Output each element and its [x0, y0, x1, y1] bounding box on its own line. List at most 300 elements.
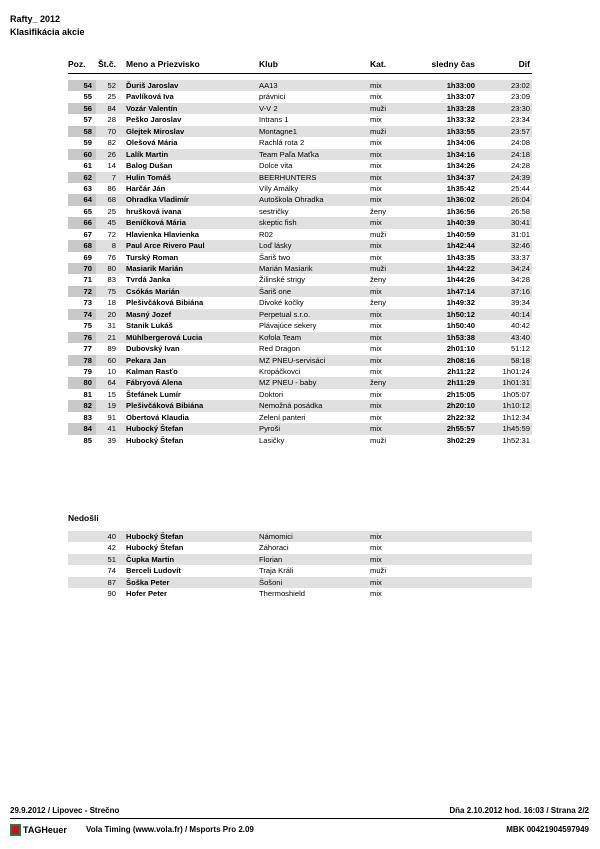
row-time: 1h33:00: [446, 81, 475, 90]
row-diff: 24:08: [510, 138, 530, 148]
row-position: 61: [83, 161, 92, 171]
row-time: 2h20:10: [446, 401, 475, 411]
row-diff: 24:18: [510, 149, 530, 159]
row-start-number: 41: [107, 424, 116, 434]
row-diff: 1h52:31: [502, 435, 530, 445]
dns-row: [68, 554, 532, 565]
row-diff: 1h01:31: [502, 378, 530, 388]
row-position: 59: [83, 138, 92, 148]
row-time: 1h36:02: [446, 195, 475, 205]
row-category: mix: [370, 412, 382, 422]
row-start-number: 7: [111, 172, 116, 182]
row-diff: 58:18: [510, 355, 530, 365]
row-name: Csókás Marián: [126, 286, 180, 296]
col-header-stc: Št.č.: [98, 59, 116, 69]
row-start-number: 8: [111, 241, 116, 251]
row-club: Lasičky: [259, 435, 285, 445]
row-time: 1h44:26: [446, 275, 475, 285]
row-diff: 25:44: [510, 183, 530, 193]
row-category: mix: [370, 252, 382, 262]
row-club: Autoškola Ohradka: [259, 195, 324, 205]
row-position: 57: [83, 115, 92, 125]
dns-start-number: 90: [107, 589, 116, 599]
row-category: mix: [370, 138, 382, 148]
page-subtitle: Klasifikácia akcie: [10, 27, 85, 37]
dns-category: mix: [370, 554, 382, 564]
row-category: mix: [370, 321, 382, 331]
row-position: 55: [83, 92, 92, 102]
row-position: 72: [68, 286, 96, 297]
row-start-number: 39: [107, 435, 116, 445]
row-club: Víly Amálky: [259, 183, 299, 193]
table-row: [68, 240, 532, 251]
row-diff: 1h12:34: [502, 412, 530, 422]
row-name: Beníčková Mária: [126, 218, 186, 228]
row-category: ženy: [370, 206, 387, 216]
row-start-number: 14: [107, 161, 116, 171]
row-diff: 24:28: [510, 161, 530, 171]
page-title: Rafty_ 2012: [10, 14, 61, 24]
row-position: 71: [83, 275, 92, 285]
row-time: 2h08:16: [446, 355, 475, 365]
row-diff: 31:01: [510, 229, 530, 239]
row-time: 1h35:42: [446, 183, 475, 193]
row-time: 1h40:39: [446, 218, 475, 228]
row-name: Olešová Mária: [126, 138, 178, 148]
row-name: Pekara Jan: [126, 355, 167, 365]
table-row: [68, 297, 532, 308]
row-position: 73: [83, 298, 92, 308]
row-position: 76: [68, 332, 96, 343]
row-diff: 1h01:24: [502, 366, 530, 376]
row-category: mix: [370, 195, 382, 205]
row-category: mix: [370, 81, 382, 90]
row-category: muži: [370, 435, 387, 445]
row-name: Pavlíková Iva: [126, 92, 174, 102]
row-club: Zelení panteri: [259, 412, 306, 422]
row-position: 81: [83, 389, 92, 399]
table-row: [68, 183, 532, 194]
row-name: Vozár Valentín: [126, 103, 178, 113]
row-category: mix: [370, 149, 382, 159]
row-diff: 24:39: [510, 172, 530, 182]
table-row: [68, 320, 532, 331]
row-club: Kofola Team: [259, 332, 302, 342]
table-row: [68, 343, 532, 354]
row-start-number: 26: [107, 149, 116, 159]
row-club: Doktori: [259, 389, 284, 399]
row-club: sestričky: [259, 206, 289, 216]
row-diff: 34:28: [510, 275, 530, 285]
row-time: 1h49:32: [446, 298, 475, 308]
row-club: skeptic fish: [259, 218, 297, 228]
row-name: hrušková ivana: [126, 206, 182, 216]
row-position: 70: [68, 263, 96, 274]
row-category: mix: [370, 218, 382, 228]
row-category: muži: [370, 264, 387, 273]
row-diff: 23:09: [510, 92, 530, 102]
row-start-number: 18: [107, 298, 116, 308]
row-start-number: 72: [107, 229, 116, 239]
row-time: 3h02:29: [446, 435, 475, 445]
row-time: 1h40:59: [446, 229, 475, 239]
row-category: muži: [370, 229, 387, 239]
row-name: Glejtek Miroslav: [126, 126, 185, 136]
table-row: [68, 423, 532, 434]
logo-text: TAGHeuer: [23, 825, 67, 835]
col-header-club: Klub: [259, 59, 278, 69]
row-category: mix: [370, 172, 382, 182]
dns-club: Záhoraci: [259, 543, 289, 553]
row-position: 74: [68, 309, 96, 320]
row-time: 1h36:56: [446, 206, 475, 216]
table-row: [68, 103, 532, 114]
dns-club: Námomici: [259, 532, 293, 541]
row-club: MZ PNEU - baby: [259, 378, 317, 388]
footer-divider: [10, 818, 589, 819]
table-row: [68, 206, 532, 217]
row-category: muži: [370, 126, 387, 136]
row-category: mix: [370, 332, 382, 342]
row-name: Obertová Klaudia: [126, 412, 189, 422]
row-position: 69: [83, 252, 92, 262]
row-position: 67: [83, 229, 92, 239]
row-position: 77: [83, 344, 92, 354]
row-name: Hubocký Štefan: [126, 435, 184, 445]
row-diff: 1h45:59: [502, 424, 530, 434]
row-club: Šariš one: [259, 286, 292, 296]
row-club: Rachlá rota 2: [259, 138, 305, 148]
row-diff: 23:34: [510, 115, 530, 125]
row-start-number: 31: [107, 321, 116, 331]
row-club: Loď lásky: [259, 241, 292, 251]
row-time: 1h34:16: [446, 149, 475, 159]
row-name: Ohradka Vladimír: [126, 195, 189, 205]
dns-name: Čupka Martin: [126, 554, 175, 564]
row-category: mix: [370, 92, 382, 102]
row-diff: 23:57: [510, 126, 530, 136]
row-name: Hubocký Štefan: [126, 424, 184, 434]
row-club: právnici: [259, 92, 286, 102]
row-club: Dolce vita: [259, 161, 293, 171]
row-category: mix: [370, 366, 382, 376]
row-position: 63: [83, 183, 92, 193]
row-start-number: 86: [107, 183, 116, 193]
row-diff: 33:37: [510, 252, 530, 262]
row-start-number: 68: [107, 195, 116, 205]
row-position: 60: [68, 149, 96, 160]
row-diff: 40:42: [510, 321, 530, 331]
row-start-number: 25: [107, 92, 116, 102]
row-category: mix: [370, 183, 382, 193]
row-diff: 23:02: [510, 81, 530, 90]
footer-event: 29.9.2012 / Lipovec - Strečno: [10, 806, 120, 815]
table-row: [68, 309, 532, 320]
dns-name: Hubocký Štefan: [126, 532, 184, 541]
results-table: [68, 80, 532, 446]
row-category: ženy: [370, 298, 387, 308]
dns-table: [68, 531, 532, 600]
row-club: Montagne1: [259, 126, 297, 136]
row-position: 75: [83, 321, 92, 331]
row-start-number: 28: [107, 115, 116, 125]
footer-printed: Dňa 2.10.2012 hod. 16:03 / Strana 2/2: [449, 806, 589, 815]
row-category: mix: [370, 355, 382, 365]
row-name: Masný Jozef: [126, 309, 172, 319]
row-name: Peško Jaroslav: [126, 115, 182, 125]
table-row: [68, 286, 532, 297]
dns-club: Florian: [259, 554, 283, 564]
results-header: [68, 58, 532, 71]
row-club: Perpetual s.r.o.: [259, 309, 311, 319]
row-position: 56: [68, 103, 96, 114]
dns-row: [68, 588, 532, 599]
row-diff: 30:41: [510, 218, 530, 228]
row-category: ženy: [370, 378, 387, 388]
row-name: Paul Arce Rivero Paul: [126, 241, 205, 251]
row-time: 1h43:35: [446, 252, 475, 262]
row-time: 1h34:26: [446, 161, 475, 171]
tagheuer-logo-icon: [10, 823, 80, 837]
row-start-number: 80: [107, 264, 116, 273]
row-start-number: 21: [107, 332, 116, 342]
row-name: Plešivčáková Bibiána: [126, 298, 204, 308]
row-category: mix: [370, 401, 382, 411]
dns-title: Nedošli: [68, 513, 99, 523]
row-diff: 26:58: [510, 206, 530, 216]
col-header-kat: Kat.: [370, 59, 387, 69]
table-row: [68, 149, 532, 160]
dns-name: Hubocký Štefan: [126, 543, 184, 553]
row-position: 82: [68, 400, 96, 411]
footer-timing: Vola Timing (www.vola.fr) / Msports Pro 2.09: [86, 825, 254, 834]
table-row: [68, 377, 532, 388]
row-category: mix: [370, 309, 382, 319]
dns-club: Thermoshield: [259, 589, 306, 599]
row-club: Team Paľa Maťka: [259, 149, 319, 159]
row-time: 1h34:06: [446, 138, 475, 148]
table-row: [68, 435, 532, 446]
row-time: 1h47:14: [446, 286, 475, 296]
row-position: 54: [68, 80, 96, 91]
row-time: 1h50:40: [446, 321, 475, 331]
dns-start-number: 40: [107, 532, 116, 541]
row-name: Hulin Tomáš: [126, 172, 172, 182]
dns-row: [68, 542, 532, 553]
header-divider: [68, 73, 532, 74]
row-club: BEERHUNTERS: [259, 172, 317, 182]
dns-start-number: 51: [107, 554, 116, 564]
row-position: 66: [68, 217, 96, 228]
row-name: Štefánek Lumír: [126, 389, 181, 399]
row-club: Žilinské strigy: [259, 275, 305, 285]
dns-name: Berceli Ludovít: [126, 566, 181, 576]
dns-name: Šoška Peter: [126, 577, 170, 587]
row-name: Fábryová Alena: [126, 378, 183, 388]
dns-row: [68, 531, 532, 542]
row-name: Hlavienka Hlavienka: [126, 229, 200, 239]
row-name: Mühlbergerová Lucia: [126, 332, 203, 342]
dns-start-number: 87: [107, 577, 116, 587]
dns-category: muži: [370, 566, 387, 576]
table-row: [68, 126, 532, 137]
row-category: mix: [370, 344, 382, 354]
row-club: V-V 2: [259, 103, 278, 113]
row-time: 2h11:29: [447, 378, 475, 388]
row-start-number: 45: [107, 218, 116, 228]
dns-row: [68, 577, 532, 588]
table-row: [68, 194, 532, 205]
row-club: MZ PNEU-servisáci: [259, 355, 326, 365]
row-club: Pyroši: [259, 424, 281, 434]
row-position: 58: [68, 126, 96, 137]
row-position: 79: [83, 366, 92, 376]
row-time: 1h33:28: [446, 103, 475, 113]
row-diff: 37:16: [510, 286, 530, 296]
row-position: 83: [83, 412, 92, 422]
row-name: Dubovský Ivan: [126, 344, 180, 354]
row-start-number: 64: [107, 378, 116, 388]
dns-category: mix: [370, 543, 382, 553]
row-category: mix: [370, 161, 382, 171]
row-start-number: 82: [107, 138, 116, 148]
table-row: [68, 366, 532, 377]
table-row: [68, 263, 532, 274]
row-category: muži: [370, 103, 387, 113]
table-row: [68, 229, 532, 240]
row-name: Kalman Rasťo: [126, 366, 178, 376]
dns-category: mix: [370, 577, 382, 587]
row-name: Balog Dušan: [126, 161, 173, 171]
table-row: [68, 355, 532, 366]
row-position: 68: [68, 240, 96, 251]
row-club: AA13: [259, 81, 278, 90]
row-start-number: 10: [107, 366, 116, 376]
row-name: Stanik Lukáš: [126, 321, 173, 331]
row-category: mix: [370, 424, 382, 434]
row-club: Divoké kočky: [259, 298, 304, 308]
row-diff: 26:04: [510, 195, 530, 205]
row-name: Masiarik Marián: [126, 264, 183, 273]
dns-club: Traja Králi: [259, 566, 294, 576]
row-name: Lalík Martin: [126, 149, 169, 159]
row-club: Šariš two: [259, 252, 291, 262]
row-position: 65: [83, 206, 92, 216]
row-diff: 1h10:12: [502, 401, 530, 411]
row-position: 64: [68, 194, 96, 205]
row-time: 1h33:32: [446, 115, 475, 125]
row-time: 2h01:10: [446, 344, 475, 354]
table-row: [68, 137, 532, 148]
dns-row: [68, 565, 532, 576]
row-time: 1h34:37: [446, 172, 475, 182]
row-diff: 1h05:07: [502, 389, 530, 399]
row-category: ženy: [370, 275, 387, 285]
dns-start-number: 74: [107, 566, 116, 576]
row-club: Nemožná posádka: [259, 401, 323, 411]
row-category: mix: [370, 241, 382, 251]
row-time: 1h50:12: [446, 309, 475, 319]
table-row: [68, 160, 532, 171]
row-start-number: 91: [107, 412, 116, 422]
row-position: 85: [83, 435, 92, 445]
table-row: [68, 217, 532, 228]
row-start-number: 19: [107, 401, 116, 411]
row-time: 2h55:57: [446, 424, 475, 434]
table-row: [68, 412, 532, 423]
row-start-number: 60: [107, 355, 116, 365]
row-time: 1h33:55: [446, 126, 475, 136]
row-start-number: 89: [107, 344, 116, 354]
row-start-number: 70: [107, 126, 116, 136]
row-position: 78: [68, 355, 96, 366]
row-time: 2h15:05: [446, 389, 475, 399]
row-club: Intrans 1: [259, 115, 289, 125]
row-start-number: 83: [107, 275, 116, 285]
row-start-number: 76: [107, 252, 116, 262]
row-name: Tvrdá Janka: [126, 275, 171, 285]
footer-license: MBK 00421904597949: [506, 825, 589, 834]
row-time: 2h11:22: [447, 366, 475, 376]
row-club: Marián Masiarik: [259, 264, 313, 273]
row-start-number: 20: [107, 309, 116, 319]
table-row: [68, 389, 532, 400]
row-name: Harčár Ján: [126, 183, 166, 193]
table-row: [68, 80, 532, 91]
col-header-poz: Poz.: [68, 59, 86, 69]
row-diff: 32:46: [510, 241, 530, 251]
row-start-number: 15: [107, 389, 116, 399]
row-time: 1h53:38: [446, 332, 475, 342]
table-row: [68, 172, 532, 183]
row-time: 1h33:07: [446, 92, 475, 102]
col-header-dif: Dif: [518, 59, 530, 69]
row-time: 1h42:44: [446, 241, 475, 251]
dns-name: Hofer Peter: [126, 589, 167, 599]
row-name: Turský Roman: [126, 252, 179, 262]
row-start-number: 75: [107, 286, 116, 296]
row-category: mix: [370, 389, 382, 399]
row-diff: 39:34: [510, 298, 530, 308]
dns-category: mix: [370, 589, 382, 599]
table-row: [68, 114, 532, 125]
col-header-time: sledny čas: [431, 59, 475, 69]
row-diff: 43:40: [510, 332, 530, 342]
row-start-number: 84: [107, 103, 116, 113]
table-row: [68, 91, 532, 102]
table-row: [68, 400, 532, 411]
row-category: mix: [370, 286, 382, 296]
row-club: Kropáčkovci: [259, 366, 301, 376]
row-time: 2h22:32: [446, 412, 475, 422]
table-row: [68, 252, 532, 263]
row-position: 84: [68, 423, 96, 434]
row-name: Ďuriš Jaroslav: [126, 81, 179, 90]
row-diff: 51:12: [510, 344, 530, 354]
row-diff: 40:14: [510, 309, 530, 319]
row-club: Plávajúce sekery: [259, 321, 317, 331]
row-club: Red Dragon: [259, 344, 300, 354]
row-diff: 23:30: [510, 103, 530, 113]
row-time: 1h44:22: [446, 264, 475, 273]
row-category: mix: [370, 115, 382, 125]
row-start-number: 25: [107, 206, 116, 216]
dns-category: mix: [370, 532, 382, 541]
table-row: [68, 274, 532, 285]
row-club: R02: [259, 229, 273, 239]
row-name: Plešivčáková Bibiána: [126, 401, 204, 411]
table-row: [68, 332, 532, 343]
